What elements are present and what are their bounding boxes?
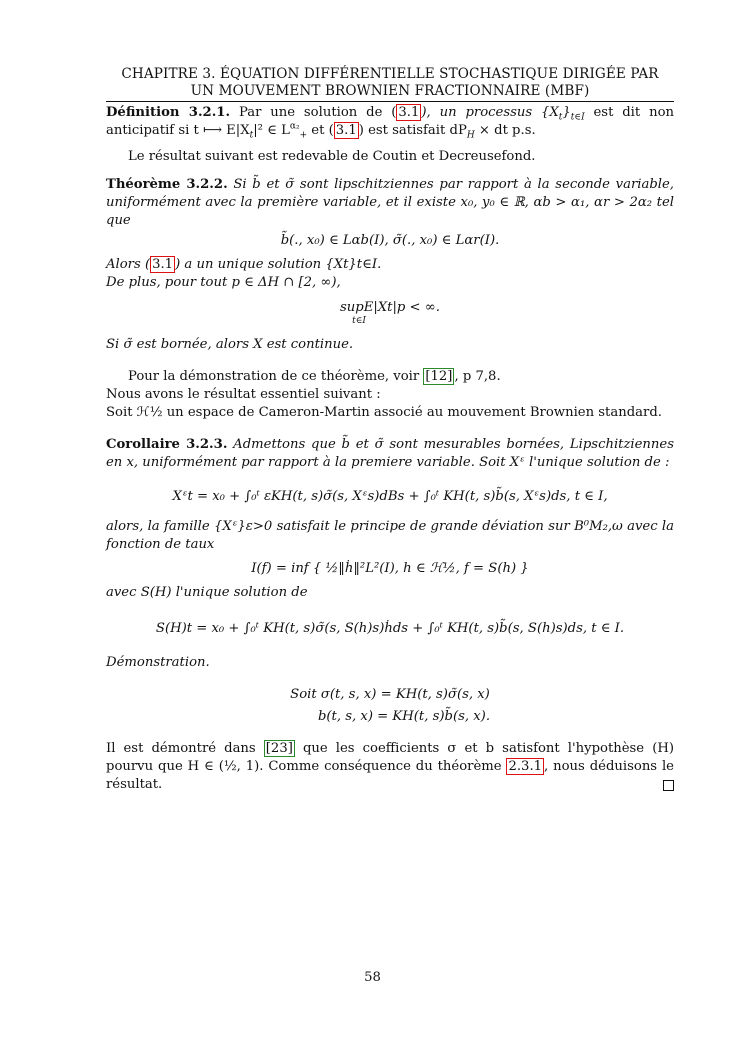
corollary-text: avec S(H) l'unique solution de bbox=[106, 585, 308, 600]
definition-block bbox=[106, 104, 674, 140]
corollary-text: Admettons que b̃ et σ̃ sont mesurables bornées, Lipschitziennes en x, uniformément par rapport à la premiere variable. Soit Xᵋ l'unique solution de : bbox=[106, 437, 674, 470]
header-line-2: UN MOUVEMENT BROWNIEN FRACTIONNAIRE (MBF) bbox=[190, 83, 590, 99]
citation-link[interactable]: [12] bbox=[425, 369, 453, 384]
citation-link[interactable]: [23] bbox=[265, 741, 293, 756]
theorem-text: ) a un unique solution {Xt}t∈I. bbox=[175, 257, 382, 272]
definition-text: et ( bbox=[307, 123, 334, 138]
theorem-line: De plus, pour tout p ∈ ΔH ∩ [2, ∞), bbox=[106, 275, 341, 290]
theorem-label: Théorème 3.2.2. bbox=[106, 177, 228, 192]
definition-text: Par une solution de ( bbox=[230, 105, 397, 120]
corollary-label: Corollaire 3.2.3. bbox=[106, 437, 228, 452]
definition-text: } bbox=[562, 105, 571, 120]
definition-text: |² ∈ L bbox=[253, 123, 290, 138]
proof-text-part: que les coefficients σ et b satisfont l'hypothèse (H) pourvu que H ∈ (½, 1). Comme conséquence du théorème bbox=[106, 741, 674, 774]
theorem-text: Si b̃ et σ̃ sont lipschitziennes par rapport à la seconde variable, uniformément avec la première variable, et il existe x₀, y₀ ∈ ℝ, αb > α₁, αr > 2α₂ tel que bbox=[106, 177, 674, 228]
equation-main: supE|Xt|p < ∞. bbox=[340, 300, 440, 315]
proof-equation: Soit σ(t, s, x) = KH(t, s)σ̃(s, x) bbox=[290, 687, 490, 702]
definition-text: × dt p.s. bbox=[474, 123, 536, 138]
definition-sub: H bbox=[466, 130, 475, 141]
definition-text: est dit non anticipatif si t ⟼ E|X bbox=[106, 105, 674, 138]
definition-sub: t bbox=[558, 112, 563, 123]
paragraph bbox=[106, 368, 674, 386]
theorem-line: Si σ̃ est bornée, alors X est continue. bbox=[106, 337, 354, 352]
equation-ref-link[interactable]: 3.1 bbox=[398, 105, 420, 120]
proof-text-part: Il est démontré dans bbox=[106, 741, 264, 756]
qed-square-icon bbox=[663, 780, 674, 791]
definition-label: Définition 3.2.1. bbox=[106, 105, 231, 120]
theorem-equation-sup bbox=[106, 300, 674, 326]
corollary-equation: S(H)t = x₀ + ∫₀ᵗ KH(t, s)σ̃(s, S(h)s)ḣds + ∫₀ᵗ KH(t, s)b̃(s, S(h)s)ds, t ∈ I. bbox=[155, 621, 625, 636]
proof-label: Démonstration. bbox=[106, 655, 210, 670]
theorem-text: Alors ( bbox=[106, 257, 151, 272]
page-body bbox=[106, 66, 674, 794]
corollary-text: alors, la famille {Xᵋ}ε>0 satisfait le principe de grande déviation sur B⁰M₂,ω avec la fonction de taux bbox=[106, 519, 674, 552]
definition-text: ) est satisfait dP bbox=[358, 123, 467, 138]
proof-equation: b(t, s, x) = KH(t, s)b̃(s, x). bbox=[317, 709, 491, 724]
corollary-equation: Xᵋt = x₀ + ∫₀ᵗ εKH(t, s)σ̃(s, Xᵋs)dBs + ∫₀ᵗ KH(t, s)b̃(s, Xᵋs)ds, t ∈ I, bbox=[172, 489, 608, 504]
paragraph: Soit ℋ½ un espace de Cameron-Martin associé au mouvement Brownien standard. bbox=[106, 405, 662, 420]
definition-sub: t bbox=[249, 130, 254, 141]
rate-function-equation: I(f) = inf { ½‖ḣ‖²L²(I), h ∈ ℋ½, f = S(h) } bbox=[251, 561, 529, 576]
definition-sub: + bbox=[299, 130, 308, 141]
page-number: 58 bbox=[364, 970, 381, 985]
definition-text: ), un processus {X bbox=[421, 105, 559, 120]
theorem-equation: b̃(., x₀) ∈ Lαb(I), σ̃(., x₀) ∈ Lαr(I). bbox=[280, 233, 500, 248]
proof-text-part: , nous déduisons le résultat. bbox=[106, 759, 674, 792]
header-rule bbox=[106, 101, 674, 102]
paragraph-text: Pour la démonstration de ce théorème, voir bbox=[128, 369, 424, 384]
theorem-block bbox=[106, 176, 674, 230]
paragraph: Le résultat suivant est redevable de Coutin et Decreusefond. bbox=[128, 149, 536, 164]
theorem-line bbox=[106, 256, 674, 274]
definition-sup: α₂ bbox=[289, 121, 300, 132]
equation-subscript: t∈I bbox=[352, 316, 366, 326]
proof-text bbox=[106, 740, 674, 794]
paragraph-text: , p 7,8. bbox=[454, 369, 501, 384]
definition-sub: t∈I bbox=[570, 112, 585, 123]
corollary-block bbox=[106, 436, 674, 472]
equation-ref-link[interactable]: 3.1 bbox=[152, 257, 174, 272]
equation-ref-link[interactable]: 3.1 bbox=[335, 123, 357, 138]
theorem-ref-link[interactable]: 2.3.1 bbox=[508, 759, 543, 774]
paragraph: Nous avons le résultat essentiel suivant : bbox=[106, 387, 381, 402]
header-line-1: CHAPITRE 3. ÉQUATION DIFFÉRENTIELLE STOCHASTIQUE DIRIGÉE PAR bbox=[121, 66, 659, 82]
running-header bbox=[106, 66, 674, 100]
